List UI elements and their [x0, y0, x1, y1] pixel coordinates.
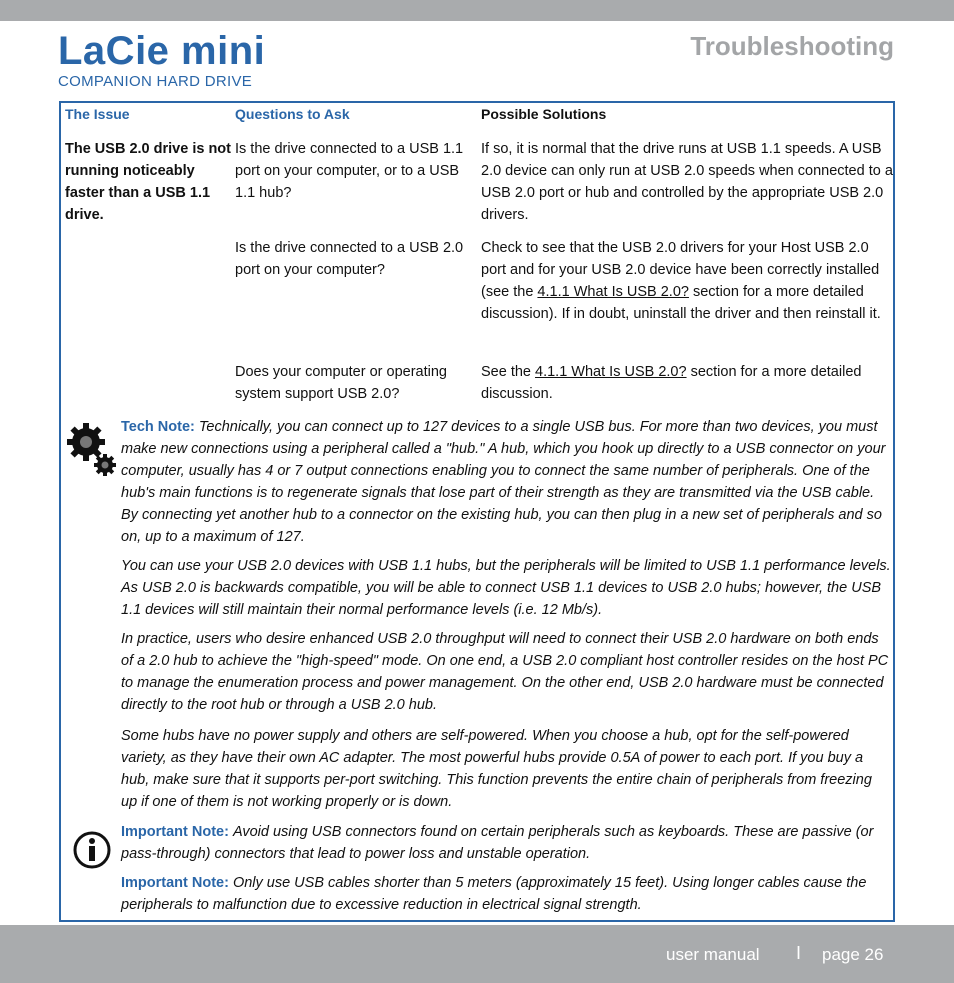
link-what-is-usb-2-a[interactable]: 4.1.1 What Is USB 2.0?: [537, 284, 689, 300]
tech-note-label: Tech Note:: [121, 419, 195, 435]
important-note-label: Important Note:: [121, 875, 229, 891]
link-what-is-usb-2-b[interactable]: 4.1.1 What Is USB 2.0?: [535, 364, 687, 380]
important-note-2: Important Note: Only use USB cables shorter than 5 meters (approximately 15 feet). Using longer cables cause the peripherals to malfunction due to excessive reduction in electrical signal strength.: [121, 875, 867, 913]
header-solutions: Possible Solutions: [481, 106, 607, 122]
info-icon: [72, 830, 112, 870]
brand-title: LaCie mini: [58, 29, 266, 73]
gear-icon: [66, 420, 120, 480]
tech-note-p2: You can use your USB 2.0 devices with USB 1.1 hubs, but the peripherals will be limited to USB 1.1 performance levels. As USB 2.0 is backwards compatible, you will be able to connect USB 1.1 devices to USB 2.0 hubs; however, the USB 1.1 devices will still maintain their normal performance levels (i.e. 12 Mb/s).: [121, 558, 891, 618]
question-3: Does your computer or operating system support USB 2.0?: [235, 364, 447, 402]
brand-subtitle: COMPANION HARD DRIVE: [58, 73, 253, 90]
issue-text: The USB 2.0 drive is not running noticeably faster than a USB 1.1 drive.: [65, 141, 231, 223]
question-2: Is the drive connected to a USB 2.0 port on your computer?: [235, 240, 464, 278]
solution-3: See the 4.1.1 What Is USB 2.0? section for a more detailed discussion.: [481, 364, 862, 402]
important-note-label: Important Note:: [121, 824, 229, 840]
footer-bar: [0, 925, 954, 983]
footer-manual: user manual: [666, 945, 760, 964]
footer-separator: I: [796, 943, 802, 963]
header-issue: The Issue: [65, 106, 130, 122]
page-number: page 26: [822, 945, 884, 964]
top-bar: [0, 0, 954, 21]
header-questions: Questions to Ask: [235, 106, 350, 122]
solution-1: If so, it is normal that the drive runs at USB 1.1 speeds. A USB 2.0 device can only run at USB 2.0 speeds when connected to a USB 2.0 port or hub and controlled by the appropriate USB 2.0 drivers.: [481, 141, 893, 223]
section-title: Troubleshooting: [690, 31, 894, 61]
tech-note-p1: Tech Note: Technically, you can connect up to 127 devices to a single USB bus. For more than two devices, you must make new connections using a peripheral called a "hub." A hub, which you hook up directly to a USB connector on your computer, usually has 4 or 7 output connections enabling you to connect the same number of peripherals. One of the hub's main functions is to regenerate signals that lose part of their strength as they are transmitted via the USB cable. By connecting yet another hub to a connector on the existing hub, you can then plug in a new set of peripherals and so on, up to a maximum of 127.: [121, 419, 886, 545]
tech-note-p4: Some hubs have no power supply and others are self-powered. When you choose a hub, opt for the self-powered variety, as they have their own AC adapter. The most powerful hubs provide 0.5A of power to each port. If you buy a hub, make sure that it supports per-port switching. This function prevents the entire chain of peripherals from freezing up if one of them is not working properly or is down.: [121, 728, 872, 810]
important-note-1: Important Note: Avoid using USB connectors found on certain peripherals such as keyboards. These are passive (or pass-through) connectors that lead to power loss and unstable operation.: [121, 824, 874, 862]
tech-note-p3: In practice, users who desire enhanced USB 2.0 throughput will need to connect their USB 2.0 hardware on both ends of a 2.0 hub to achieve the "high-speed" mode. On one end, a USB 2.0 compliant host controller resides on the host PC to manage the enumeration process and power management. On the other end, USB 2.0 hardware must be connected directly to the root hub or through a USB 2.0 hub.: [121, 631, 889, 713]
solution-2: Check to see that the USB 2.0 drivers for your Host USB 2.0 port and for your USB 2.0 device have been correctly installed (see the 4.1.1 What Is USB 2.0? section for a more detailed discussion). If in doubt, uninstall the driver and then reinstall it.: [481, 240, 881, 322]
question-1: Is the drive connected to a USB 1.1 port on your computer, or to a USB 1.1 hub?: [235, 141, 464, 201]
